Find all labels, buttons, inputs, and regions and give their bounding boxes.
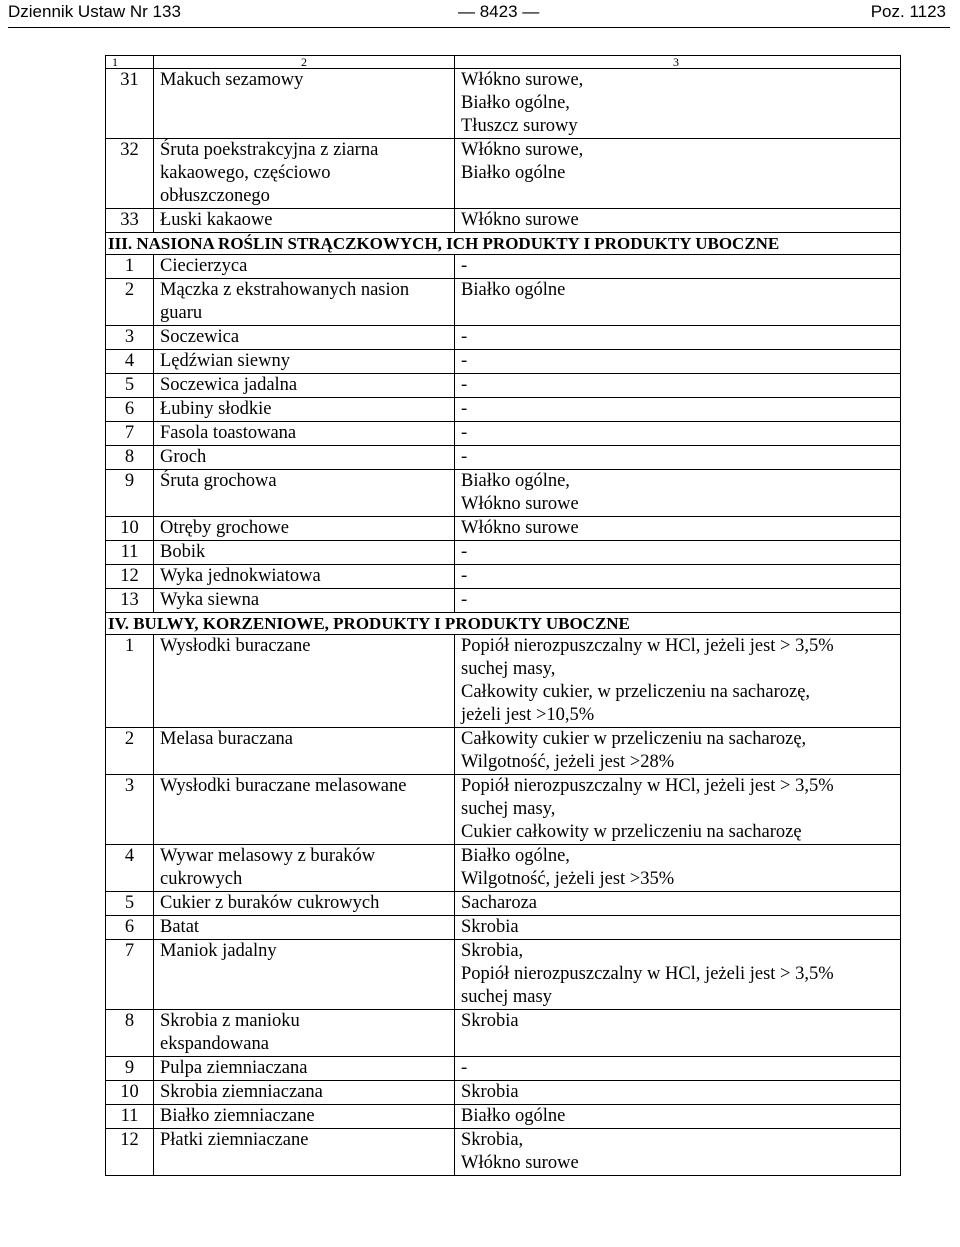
row-number [106, 1057, 154, 1081]
row-number [106, 728, 154, 775]
row-number [106, 69, 154, 139]
row-value [455, 1081, 901, 1105]
row-value-text: Włókno surowe [461, 518, 579, 538]
feed-materials-table [105, 55, 901, 1176]
section-title: IV. BULWY, KORZENIOWE, PRODUKTY I PRODUKTY UBOCZNE [106, 613, 901, 635]
row-number-text: 11 [120, 542, 139, 562]
table-row [106, 470, 901, 517]
row-value-text: Skrobia [461, 1011, 519, 1031]
row-value [455, 892, 901, 916]
row-name-text: Cukier z buraków cukrowych [160, 893, 380, 913]
column-header-2: 2 [154, 56, 455, 69]
row-number [106, 541, 154, 565]
row-name-text: Łuski kakaowe [160, 210, 273, 230]
row-value-text: - [461, 375, 468, 395]
table-row [106, 517, 901, 541]
row-value-text: Popiół nierozpuszczalny w HCl, jeżeli jest > 3,5% suchej masy, Cukier całkowity w przeliczeniu na sacharozę [461, 776, 834, 842]
table-row [106, 209, 901, 233]
row-value [455, 255, 901, 279]
row-name [154, 398, 455, 422]
row-name-text: Groch [160, 447, 207, 467]
row-name-text: Otręby grochowe [160, 518, 289, 538]
table-row [106, 446, 901, 470]
row-number [106, 209, 154, 233]
column-header-1: 1 [106, 56, 154, 69]
row-value [455, 845, 901, 892]
row-name [154, 69, 455, 139]
table-row [106, 374, 901, 398]
row-number [106, 845, 154, 892]
row-value [455, 209, 901, 233]
row-number-text: 11 [120, 1106, 139, 1126]
row-value-text: - [461, 1058, 468, 1078]
row-name [154, 255, 455, 279]
row-value-text: - [461, 256, 468, 276]
row-name-text: Płatki ziemniaczane [160, 1130, 309, 1150]
row-name [154, 350, 455, 374]
row-value [455, 565, 901, 589]
section-header-iv [106, 613, 901, 635]
row-value-text: Skrobia, Popiół nierozpuszczalny w HCl, jeżeli jest > 3,5% suchej masy [461, 941, 834, 1007]
row-number [106, 1081, 154, 1105]
row-value-text: Białko ogólne [461, 280, 566, 300]
row-name-text: Lędźwian siewny [160, 351, 290, 371]
table-row [106, 422, 901, 446]
row-name [154, 728, 455, 775]
row-name [154, 916, 455, 940]
row-number-text: 6 [124, 399, 135, 419]
row-name [154, 635, 455, 728]
row-number [106, 916, 154, 940]
row-number-text: 3 [124, 327, 135, 347]
table-row [106, 775, 901, 845]
row-name [154, 1129, 455, 1176]
table-row [106, 1129, 901, 1176]
row-number [106, 775, 154, 845]
row-name [154, 541, 455, 565]
row-name [154, 326, 455, 350]
table-row [106, 940, 901, 1010]
table-row [106, 326, 901, 350]
row-value [455, 775, 901, 845]
row-name [154, 517, 455, 541]
row-value-text: Skrobia [461, 917, 519, 937]
row-number-text: 12 [120, 1130, 139, 1150]
row-value-text: - [461, 447, 468, 467]
row-value-text: - [461, 423, 468, 443]
table-row [106, 892, 901, 916]
row-name-text: Soczewica jadalna [160, 375, 298, 395]
table-row [106, 635, 901, 728]
row-name-text: Śruta grochowa [160, 471, 277, 491]
row-name-text: Makuch sezamowy [160, 70, 304, 90]
row-name-text: Soczewica [160, 327, 240, 347]
table-row [106, 916, 901, 940]
row-name-text: Śruta poekstrakcyjna z ziarna kakaowego, częściowo obłuszczonego [160, 140, 379, 206]
row-value [455, 940, 901, 1010]
row-number [106, 565, 154, 589]
row-value [455, 1129, 901, 1176]
row-value-text: Sacharoza [461, 893, 538, 913]
row-number-text: 9 [124, 471, 135, 491]
row-number-text: 4 [124, 846, 135, 866]
table-row [106, 350, 901, 374]
row-name [154, 892, 455, 916]
row-value [455, 1057, 901, 1081]
row-name-text: Wyka jednokwiatowa [160, 566, 321, 586]
row-value [455, 350, 901, 374]
row-number-text: 33 [120, 210, 139, 230]
row-number-text: 7 [124, 941, 135, 961]
row-name [154, 422, 455, 446]
row-value [455, 728, 901, 775]
row-value [455, 374, 901, 398]
row-value-text: Białko ogólne, Wilgotność, jeżeli jest >35% [461, 846, 675, 889]
row-number [106, 139, 154, 209]
row-value-text: Białko ogólne [461, 1106, 566, 1126]
row-number [106, 374, 154, 398]
row-number-text: 6 [124, 917, 135, 937]
row-name [154, 1105, 455, 1129]
row-name-text: Maniok jadalny [160, 941, 277, 961]
row-name [154, 940, 455, 1010]
row-value [455, 1105, 901, 1129]
row-name-text: Białko ziemniaczane [160, 1106, 315, 1126]
row-name-text: Wywar melasowy z buraków cukrowych [160, 846, 376, 889]
row-value-text: Całkowity cukier w przeliczeniu na sacharozę, Wilgotność, jeżeli jest >28% [461, 729, 807, 772]
row-value [455, 470, 901, 517]
row-value [455, 139, 901, 209]
row-number-text: 2 [124, 280, 135, 300]
row-name [154, 139, 455, 209]
row-name [154, 209, 455, 233]
row-number [106, 326, 154, 350]
row-number-text: 8 [124, 447, 135, 467]
row-number [106, 398, 154, 422]
row-value [455, 1010, 901, 1057]
row-number-text: 10 [120, 518, 139, 538]
position-number: Poz. 1123 [870, 2, 946, 21]
row-number-text: 1 [124, 636, 135, 656]
section-title: III. NASIONA ROŚLIN STRĄCZKOWYCH, ICH PRODUKTY I PRODUKTY UBOCZNE [106, 233, 901, 255]
row-name [154, 446, 455, 470]
row-value [455, 69, 901, 139]
row-value [455, 589, 901, 613]
row-number [106, 635, 154, 728]
row-name [154, 1057, 455, 1081]
row-number-text: 13 [120, 590, 139, 610]
row-number-text: 5 [124, 375, 135, 395]
header-rule [8, 27, 950, 28]
row-name [154, 845, 455, 892]
section-header-iii [106, 233, 901, 255]
row-number-text: 31 [120, 70, 139, 90]
row-name [154, 1010, 455, 1057]
row-value [455, 635, 901, 728]
row-name-text: Skrobia ziemniaczana [160, 1082, 323, 1102]
table-row [106, 565, 901, 589]
row-value-text: - [461, 351, 468, 371]
row-name-text: Batat [160, 917, 200, 937]
row-name [154, 565, 455, 589]
row-number-text: 7 [124, 423, 135, 443]
row-name [154, 279, 455, 326]
row-number-text: 4 [124, 351, 135, 371]
row-number-text: 8 [124, 1011, 135, 1031]
row-number-text: 2 [124, 729, 135, 749]
row-number-text: 5 [124, 893, 135, 913]
row-number-text: 10 [120, 1082, 139, 1102]
row-value-text: Białko ogólne, Włókno surowe [461, 471, 579, 514]
table-row [106, 845, 901, 892]
row-name-text: Wyka siewna [160, 590, 260, 610]
row-number [106, 1129, 154, 1176]
page-header [0, 2, 960, 26]
row-value-text: - [461, 399, 468, 419]
row-value [455, 446, 901, 470]
row-number [106, 940, 154, 1010]
row-value-text: Skrobia [461, 1082, 519, 1102]
row-number [106, 1010, 154, 1057]
row-number-text: 12 [120, 566, 139, 586]
row-number [106, 517, 154, 541]
table-row [106, 728, 901, 775]
row-number-text: 3 [124, 776, 135, 796]
row-name-text: Bobik [160, 542, 206, 562]
row-number [106, 422, 154, 446]
row-value-text: - [461, 590, 468, 610]
row-name-text: Łubiny słodkie [160, 399, 272, 419]
table-row [106, 1105, 901, 1129]
row-number [106, 350, 154, 374]
table-row [106, 1057, 901, 1081]
row-value-text: - [461, 542, 468, 562]
table-row [106, 139, 901, 209]
row-number [106, 589, 154, 613]
table-row [106, 1081, 901, 1105]
table-row [106, 1010, 901, 1057]
table-row [106, 279, 901, 326]
column-number-row [106, 56, 901, 69]
row-name-text: Pulpa ziemniaczana [160, 1058, 308, 1078]
row-number [106, 446, 154, 470]
row-value [455, 422, 901, 446]
row-name-text: Fasola toastowana [160, 423, 297, 443]
row-number [106, 1105, 154, 1129]
table-row [106, 589, 901, 613]
row-name [154, 470, 455, 517]
row-number [106, 470, 154, 517]
row-number-text: 32 [120, 140, 139, 160]
table-row [106, 69, 901, 139]
row-value [455, 279, 901, 326]
row-value-text: - [461, 566, 468, 586]
row-name-text: Wysłodki buraczane melasowane [160, 776, 407, 796]
row-name [154, 589, 455, 613]
row-value [455, 916, 901, 940]
row-name [154, 1081, 455, 1105]
row-name-text: Ciecierzyca [160, 256, 248, 276]
row-number-text: 1 [124, 256, 135, 276]
row-number-text: 9 [124, 1058, 135, 1078]
row-value [455, 541, 901, 565]
row-value-text: Włókno surowe, Białko ogólne [461, 140, 584, 183]
row-number [106, 892, 154, 916]
row-value [455, 326, 901, 350]
column-header-3: 3 [455, 56, 901, 69]
page-number: — 8423 — [458, 2, 540, 21]
row-name-text: Mączka z ekstrahowanych nasion guaru [160, 280, 410, 323]
table-row [106, 398, 901, 422]
row-value-text: Popiół nierozpuszczalny w HCl, jeżeli jest > 3,5% suchej masy, Całkowity cukier, w przeliczeniu na sacharozę, jeżeli jest >10,5% [461, 636, 834, 725]
row-number [106, 279, 154, 326]
row-value [455, 398, 901, 422]
row-value-text: Włókno surowe, Białko ogólne, Tłuszcz surowy [461, 70, 584, 136]
row-name-text: Melasa buraczana [160, 729, 294, 749]
table-row [106, 255, 901, 279]
row-value-text: Skrobia, Włókno surowe [461, 1130, 579, 1173]
row-name-text: Skrobia z manioku ekspandowana [160, 1011, 300, 1054]
row-name-text: Wysłodki buraczane [160, 636, 311, 656]
row-number [106, 255, 154, 279]
row-value-text: - [461, 327, 468, 347]
row-value-text: Włókno surowe [461, 210, 579, 230]
journal-title: Dziennik Ustaw Nr 133 [8, 2, 181, 21]
row-name [154, 374, 455, 398]
row-value [455, 517, 901, 541]
table-row [106, 541, 901, 565]
row-name [154, 775, 455, 845]
